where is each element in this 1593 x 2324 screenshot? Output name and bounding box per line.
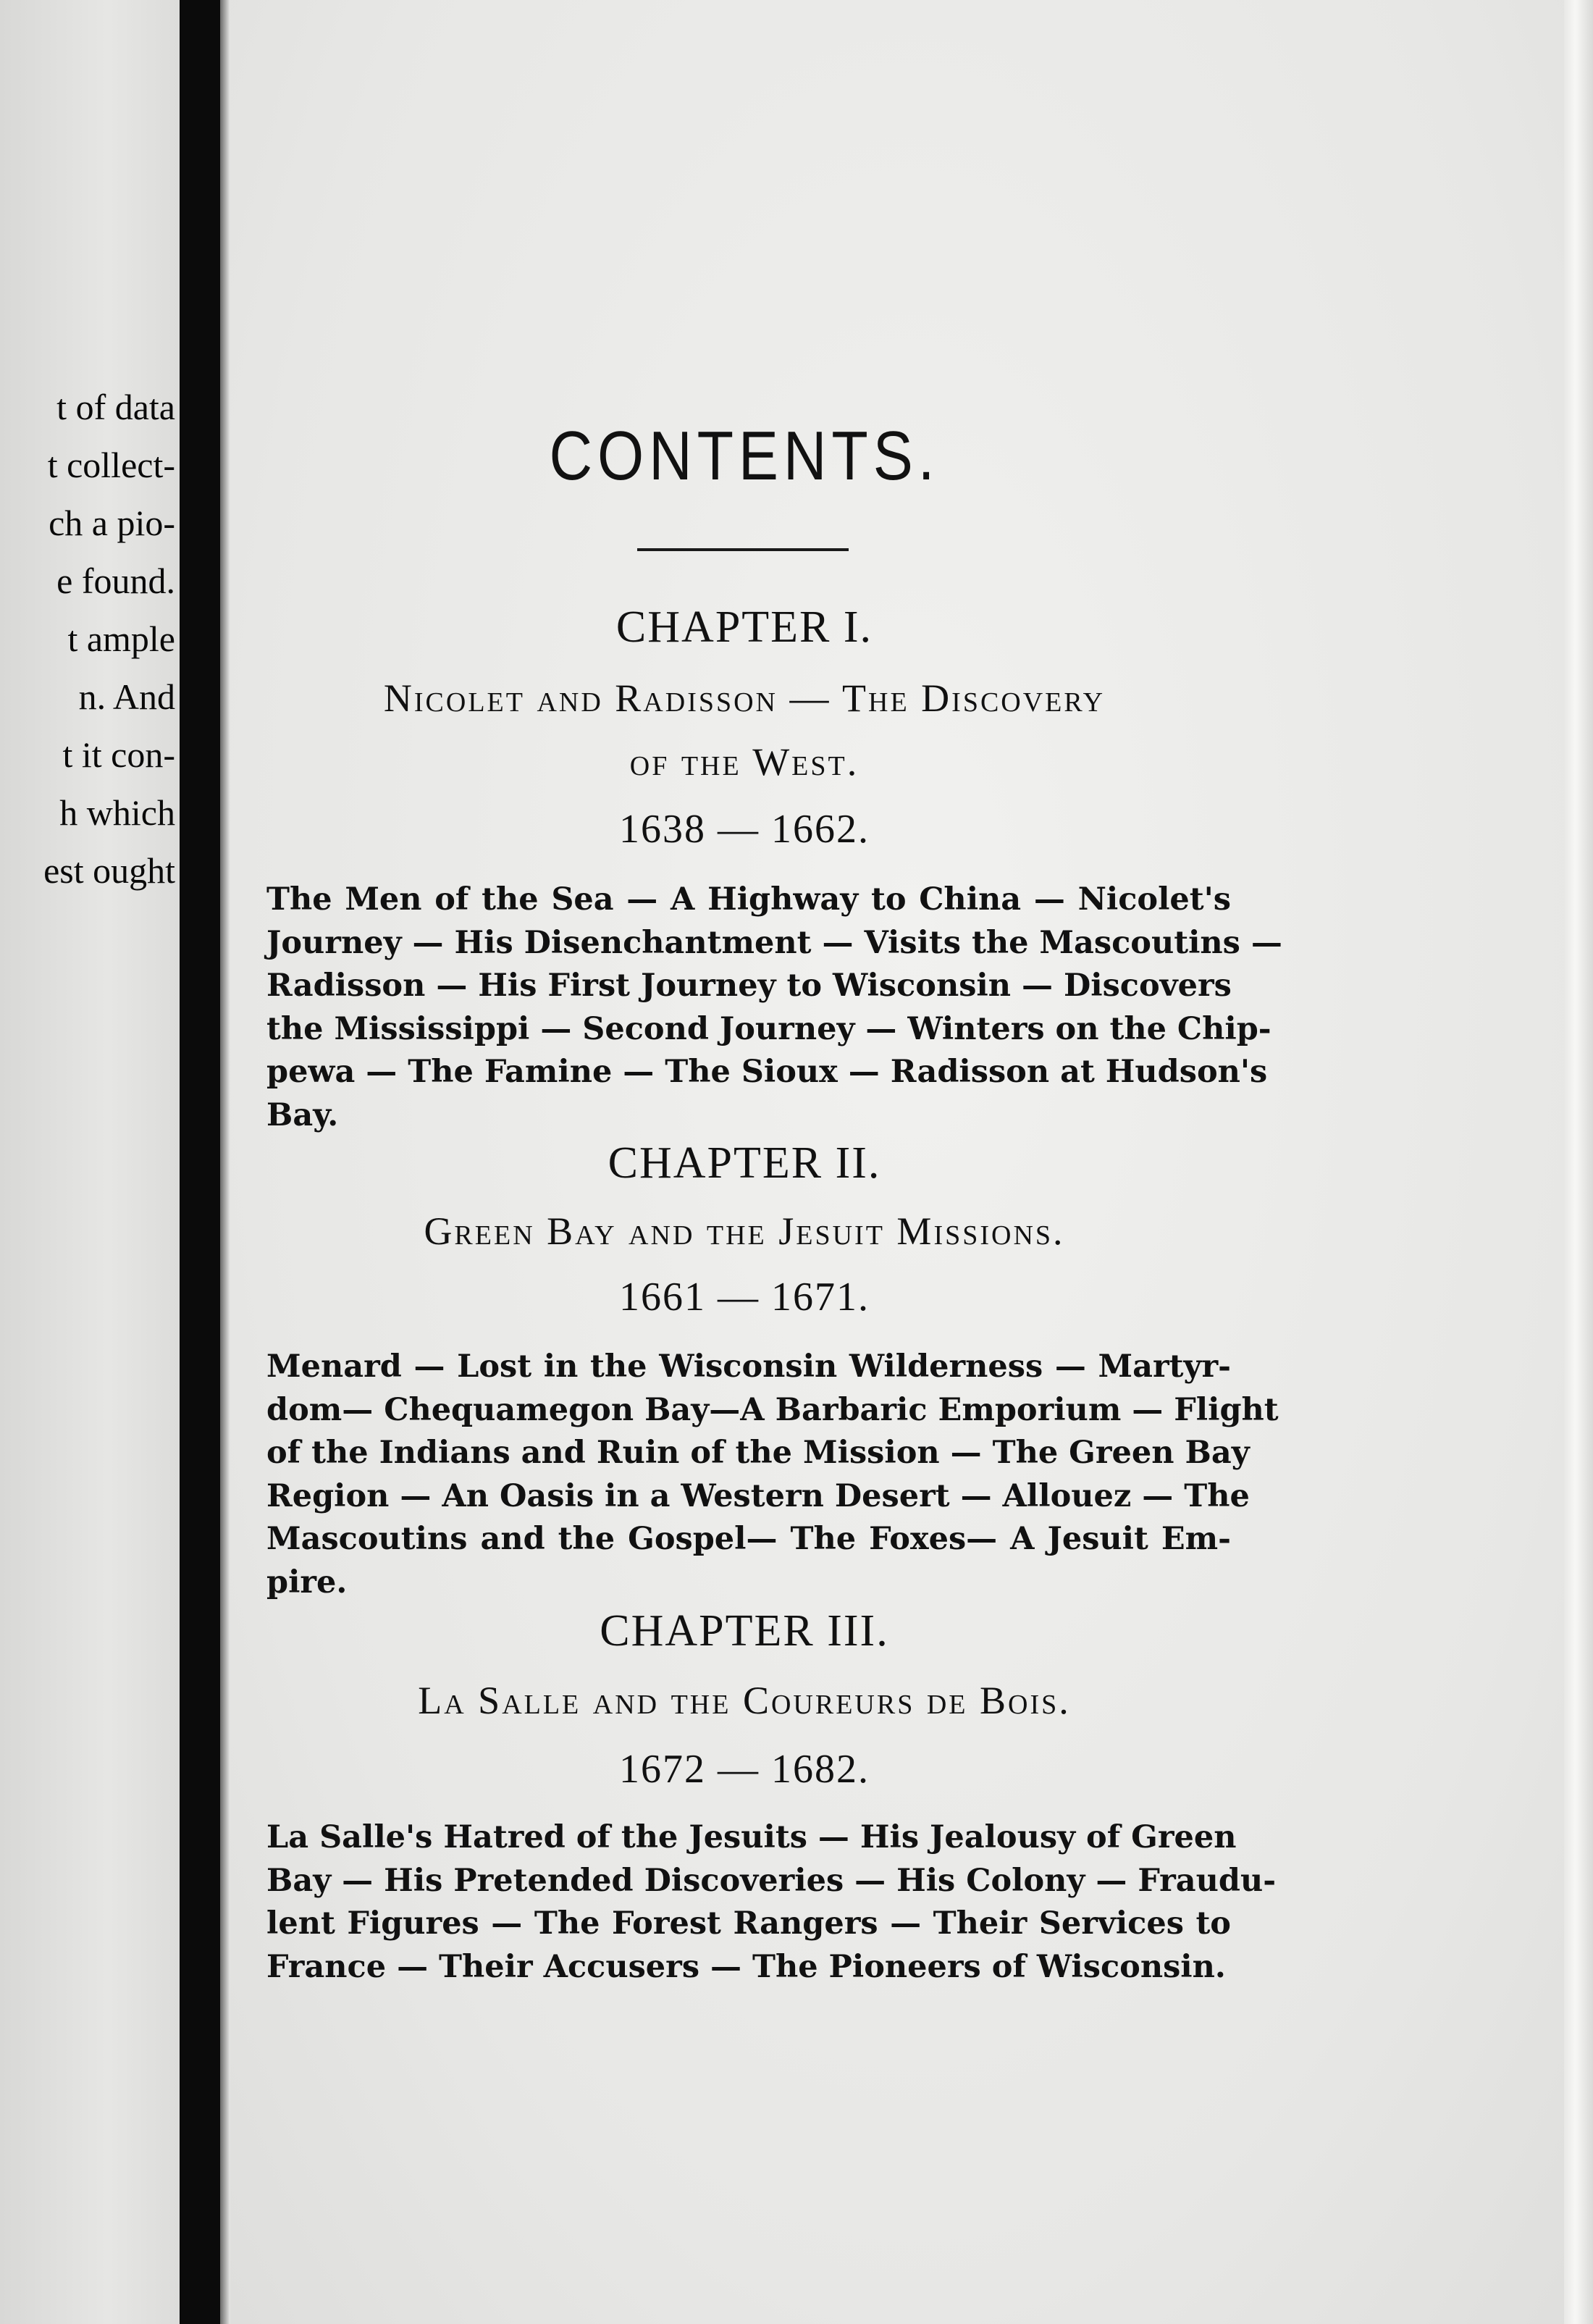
chapter-2-heading: CHAPTER II. — [608, 1138, 881, 1188]
summary-line: pewa — The Famine — The Sioux — Radisson at Hudson's — [266, 1054, 1268, 1090]
summary-line: La Salle's Hatred of the Jesuits — His Jealousy of Green — [266, 1819, 1237, 1855]
summary-line: Radisson — His First Journey to Wisconsin — Discovers — [266, 968, 1232, 1004]
page-title: CONTENTS. — [549, 417, 940, 495]
summary-line: The Men of the Sea — A Highway to China — Nicolet's — [266, 881, 1231, 918]
summary-line: Menard — Lost in the Wisconsin Wilderness — Martyr- — [266, 1348, 1231, 1385]
summary-line: of the Indians and Ruin of the Mission — The Green Bay — [266, 1435, 1250, 1471]
chapter-1-heading: CHAPTER I. — [615, 603, 873, 652]
gutter-shadow — [220, 0, 230, 2324]
facing-page-line: ch a pio- — [49, 503, 175, 543]
summary-line: France — Their Accusers — The Pioneers of Wisconsin. — [266, 1948, 1226, 1985]
summary-line: dom— Chequamegon Bay—A Barbaric Emporium — Flight — [266, 1391, 1279, 1428]
facing-page-line: e found. — [56, 561, 175, 601]
facing-page-line: t it con- — [62, 734, 175, 775]
title-divider — [637, 548, 849, 551]
book-gutter — [180, 0, 220, 2324]
chapter-2-subtitle: Green Bay and the Jesuit Missions. — [424, 1209, 1065, 1253]
chapter-1-summary — [266, 878, 1282, 1137]
chapter-2-dates: 1661 — 1671. — [619, 1275, 870, 1320]
facing-page-line: est ought — [43, 850, 175, 891]
summary-line: Journey — His Disenchantment — Visits the Mascoutins — — [266, 924, 1282, 961]
summary-line: pire. — [266, 1564, 348, 1601]
chapter-3-summary — [266, 1816, 1277, 1989]
chapter-2-summary — [266, 1346, 1279, 1604]
chapter-3-dates: 1672 — 1682. — [619, 1747, 870, 1792]
facing-page-line: t ample — [67, 618, 175, 659]
chapter-3-heading: CHAPTER III. — [600, 1606, 889, 1656]
chapter-1-subtitle: Nicolet and Radisson — The Discovery — [383, 676, 1106, 720]
facing-page-line: t of data — [56, 387, 175, 427]
summary-line: Region — An Oasis in a Western Desert — Allouez — The — [266, 1477, 1250, 1514]
summary-line: Bay — His Pretended Discoveries — His Colony — Fraudu- — [266, 1862, 1277, 1899]
summary-line: the Mississippi — Second Journey — Winters on the Chip- — [266, 1010, 1272, 1047]
summary-line: lent Figures — The Forest Rangers — Their Services to — [266, 1905, 1231, 1942]
chapter-1-dates: 1638 — 1662. — [619, 807, 870, 852]
summary-line: Bay. — [266, 1096, 339, 1133]
facing-page-line: h which — [59, 792, 175, 833]
facing-page-line: n. And — [78, 676, 175, 717]
facing-page-line: t collect- — [47, 445, 175, 485]
page-edge — [1564, 0, 1593, 2324]
summary-line: Mascoutins and the Gospel— The Foxes— A Jesuit Em- — [266, 1521, 1231, 1557]
chapter-1-subtitle: of the West. — [629, 740, 859, 784]
facing-page — [0, 0, 180, 2324]
chapter-3-subtitle: La Salle and the Coureurs de Bois. — [418, 1679, 1071, 1722]
